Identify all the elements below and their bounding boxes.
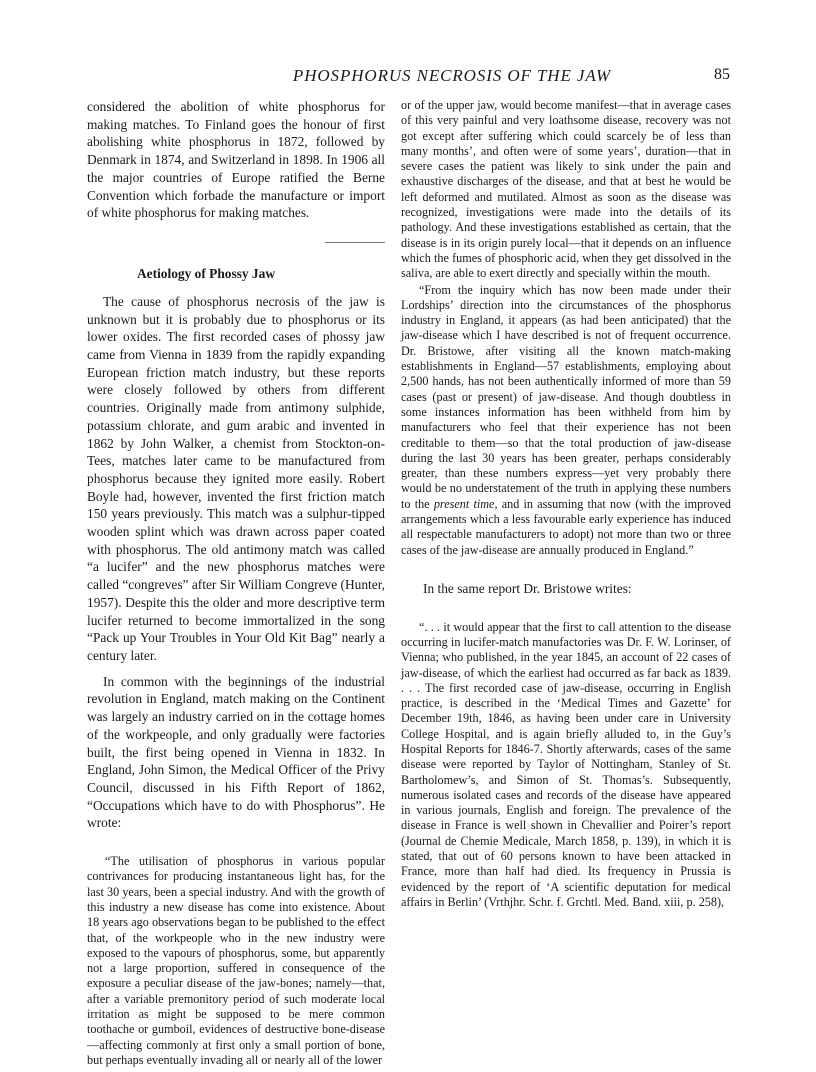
simon-quote-part-2: or of the upper jaw, would become manifest—that in average cases of this very painful and very loathsome disease, recovery was not got except after suffering which could scarcely be of less than many months’, and often were of some years’, duration—that in severe cases the patient was likely to sink under the pain and exhaustive discharges of the disease, and that at best he would be left deformed and mutilated. Almost as soon as the disease was recognized, investigations were made into the details of its pathology. And these investigations established as certain, that the disease is in its origin purely local—that it depends on an influence which the fumes of phosphoric acid, when they get dissolved in the saliva, are able to exert directly and specially within the mouth. <box>401 98 731 281</box>
simon-quote-paragraph-2 <box>401 283 731 558</box>
simon-quote-text-b: , and in assuming that now (with the improved arrangements which a less favourable early experience has induced all respectable manufacturers to adopt) not more than two or three cases of the jaw-disease are annually produced in England.” <box>401 496 731 557</box>
running-header-title: PHOSPHORUS NECROSIS OF THE JAW <box>292 66 612 85</box>
left-column <box>87 98 385 1068</box>
bristowe-quote: “. . . it would appear that the first to call attention to the disease occurring in lucifer-match manufactories was Dr. F. W. Lorinser, of Vienna; who published, in the year 1845, an account of 22 cases of jaw-disease, of which the earliest had occurred as far back as 1839. . . . The first recorded case of jaw-disease, occurring in English practice, is described in the ‘Medical Times and Gazette’ for December 19th, 1846, as having been under care in University College Hospital, and is again briefly alluded to, in the Guy’s Hospital Reports for 1846-7. Shortly afterwards, cases of the same disease were reported by Taylor of Nottingham, Stanley of St. Bartholomew’s, and Simon of St. Thomas’s. Subsequently, numerous isolated cases and records of the disease have appeared in various journals, English and foreign. The prevalence of the disease in France is well shown in Chevallier and Poirer’s report (Journal de Chemie Medicale, March 1858, p. 139), in which it is stated, that out of 60 persons known to have been attacked in France, more than half had died. Its frequency in Prussia is evidenced by the report of ‘A scientific deputation for medical affairs in Berlin’ (Vrthjhr. Schr. f. Grchtl. Med. Band. xiii, p. 258), <box>401 619 731 909</box>
right-column <box>401 98 731 910</box>
aetiology-paragraph-2: In common with the beginnings of the industrial revolution in England, match making on the Continent was largely an industry carried on in the cottage homes of the workpeople, and only gradually were factories built, the first being opened in Vienna in 1832. In England, John Simon, the Medical Officer of the Privy Council, discussed in his Fifth Report of 1862, “Occupations which have to do with Phosphorus”. He wrote: <box>87 673 385 831</box>
simon-quote-part-1: “The utilisation of phosphorus in various popular contrivances for producing instantaneous light has, for the last 30 years, been a special industry. And with the growth of this industry a new disease has come into existence. About 18 years ago observations began to be published to the effect that, of the workpeople who in the new industry were exposed to the vapours of phosphorus, some, but apparently not a large proportion, suffered in consequence of the exposure a peculiar disease of the jaw-bones; namely—that, after a variable premonitory period of such moderate local irritation as might be supposed to be mere common toothache or gumboil, evidences of destructive bone-disease—affecting commonly at first only a small portion of bone, but perhaps eventually invading all or nearly all of the lower <box>87 854 385 1067</box>
section-heading: Aetiology of Phossy Jaw <box>137 265 275 281</box>
page-number: 85 <box>714 66 730 83</box>
simon-quote-text-a: “From the inquiry which has now been made under their Lordships’ direction into the circumstances of the phosphorus industry in England, it appears (as had been anticipated) that the jaw-disease which I have described is not of frequent occurrence. Dr. Bristowe, after visiting all the known match-making establishments in England—57 establishments, employing about 2,500 hands, has not been authentically informed of more than 59 cases (past or present) of jaw-disease. And though doubtless in some instances information has been withheld from him by manufacturers who feel that their experience has not been creditable to them—so that the total production of jaw-disease during the last 30 years has been greater, perhaps considerably greater, than these numbers express—yet very probably there would be no understatement of the truth in applying these numbers to the <box>401 282 731 511</box>
simon-quote-italic-phrase: present time <box>433 496 495 511</box>
bristowe-intro: In the same report Dr. Bristowe writes: <box>423 580 632 596</box>
section-divider <box>325 242 385 243</box>
intro-paragraph: considered the abolition of white phosphorus for making matches. To Finland goes the honour of first abolishing white phosphorus in 1872, followed by Denmark in 1874, and Switzerland in 1898. In 1906 all the major countries of Europe ratified the Berne Convention which forbade the manufacture or import of white phosphorus for making matches. <box>87 99 385 221</box>
aetiology-paragraph-1: The cause of phosphorus necrosis of the jaw is unknown but it is probably due to phosphorus or its lower oxides. The first recorded cases of phossy jaw came from Vienna in 1839 from the rapidly expanding European friction match industry, but these reports were closely followed by others from different countries. Originally made from antimony sulphide, potassium chlorate, and gum arabic and invented in 1862 by John Walker, a chemist from Stockton-on-Tees, matches later came to be manufactured from phosphorus because they ignited more easily. Robert Boyle had, however, invented the first friction match 150 years previously. This match was a sulphur-tipped wooden splint which was drawn across paper coated with phosphorus. The old antimony match was called “a lucifer” and the new phosphorus matches were called “congreves” after Sir William Congreve (Hunter, 1957). Despite this the older and more descriptive term lucifer returned to become immortalized in the song “Pack up Your Troubles in Your Old Kit Bag” nearly a century later. <box>87 293 385 663</box>
